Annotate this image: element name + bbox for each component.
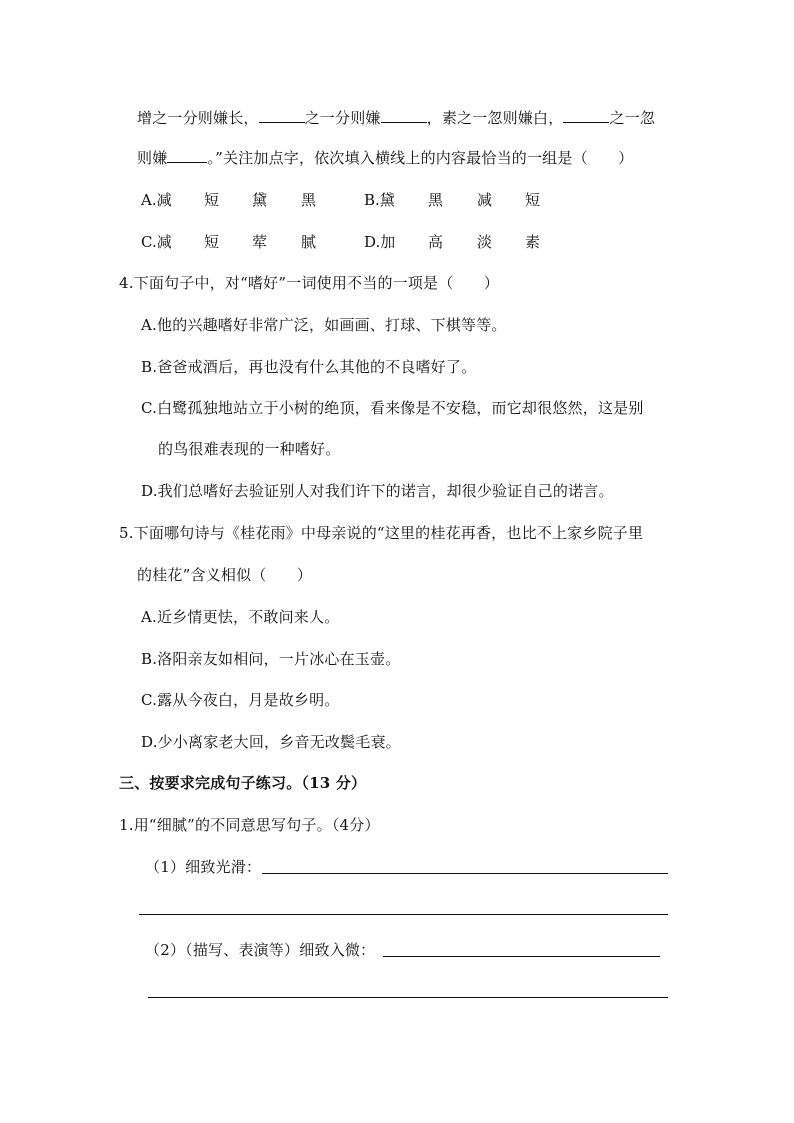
q3-option-b-3: 减 — [477, 191, 493, 209]
q4-option-d[interactable]: D.我们总嗜好去验证别人对我们许下的诺言，却很少验证自己的诺言。 — [141, 482, 614, 500]
q3-option-c-2: 短 — [204, 233, 220, 251]
q5-stem-line-2: 的桂花”含义相似（ ） — [137, 566, 313, 584]
q5-option-c[interactable]: C.露从今夜白，月是故乡明。 — [141, 691, 340, 709]
q3-line-2 — [137, 148, 633, 168]
q3-option-d-3: 淡 — [477, 233, 493, 251]
q3-option-c-1[interactable]: C.减 — [141, 233, 172, 251]
q4-option-a[interactable]: A.他的兴趣嗜好非常广泛，如画画、打球、下棋等等。 — [141, 316, 507, 334]
q3-text-segment: 之一忽 — [609, 109, 656, 127]
q3-text-segment: ，素之一忽则嫌白， — [426, 109, 564, 127]
answer-line[interactable] — [139, 914, 668, 915]
q5-option-a[interactable]: A.近乡情更怯，不敢问来人。 — [141, 608, 340, 626]
s3-q1-sub-1-label: （1）细致光滑： — [145, 858, 262, 876]
s3-q1-sub-2-label: （2）（描写、表演等）细致入微： — [145, 941, 376, 959]
q3-text-segment: 之一分则嫌 — [304, 109, 381, 127]
q3-line-1 — [137, 108, 655, 128]
q3-option-b-1[interactable]: B.黛 — [364, 191, 395, 209]
q3-option-b-2: 黑 — [428, 191, 444, 209]
q4-option-b[interactable]: B.爸爸戒酒后，再也没有什么其他的不良嗜好了。 — [141, 358, 477, 376]
q3-option-d-4: 素 — [525, 233, 541, 251]
section-3-heading: 三、按要求完成句子练习。（13 分） — [119, 774, 367, 792]
answer-line[interactable] — [383, 956, 660, 957]
q4-option-c[interactable]: C.白鹭孤独地站立于小树的绝顶，看来像是不安稳，而它却很悠然，这是别 — [141, 399, 644, 417]
q4-stem: 4.下面句子中，对“嗜好”一词使用不当的一项是（ ） — [119, 274, 500, 292]
fill-blank[interactable] — [167, 148, 207, 163]
q3-text-segment: 增之一分则嫌长， — [137, 109, 259, 127]
q5-stem-line-1: 5.下面哪句诗与《桂花雨》中母亲说的“这里的桂花再香，也比不上家乡院子里 — [119, 524, 644, 542]
q3-option-c-3: 荤 — [252, 233, 268, 251]
q3-text-segment: 。”关注加点字，依次填入横线上的内容最恰当的一组是（ ） — [207, 149, 634, 167]
fill-blank[interactable] — [259, 108, 305, 123]
q3-option-d-1[interactable]: D.加 — [364, 233, 396, 251]
q3-text-segment: 则嫌 — [137, 149, 168, 167]
q3-option-a-4: 黑 — [301, 191, 317, 209]
fill-blank[interactable] — [563, 108, 609, 123]
q3-option-a-3: 黛 — [252, 191, 268, 209]
s3-q1-stem: 1.用“细腻”的不同意思写句子。（4分） — [119, 816, 380, 834]
q3-option-a-2: 短 — [204, 191, 220, 209]
answer-line[interactable] — [148, 997, 668, 998]
q3-option-a-1[interactable]: A.减 — [141, 191, 172, 209]
q5-option-b[interactable]: B.洛阳亲友如相问，一片冰心在玉壶。 — [141, 650, 401, 668]
q4-option-c-cont: 的鸟很难表现的一种嗜好。 — [158, 440, 341, 458]
q3-option-c-4: 腻 — [301, 233, 317, 251]
q3-option-d-2: 高 — [428, 233, 444, 251]
q5-option-d[interactable]: D.少小离家老大回，乡音无改鬓毛衰。 — [141, 733, 401, 751]
answer-line[interactable] — [262, 873, 668, 874]
q3-option-b-4: 短 — [525, 191, 541, 209]
fill-blank[interactable] — [381, 108, 427, 123]
